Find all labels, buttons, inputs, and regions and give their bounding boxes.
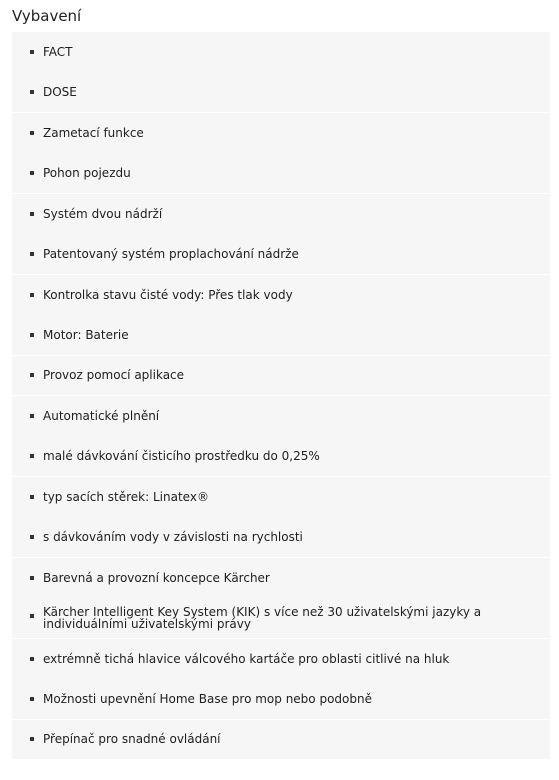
- bullet-icon: [30, 614, 34, 618]
- feature-item-switch: [12, 720, 550, 760]
- bullet-icon: [30, 333, 34, 337]
- bullet-icon: [30, 212, 34, 216]
- feature-item-auto-fill: [12, 396, 550, 436]
- feature-item-home-base: [12, 679, 550, 719]
- feature-item-sweeping: [12, 113, 550, 153]
- bullet-icon: [30, 131, 34, 135]
- feature-item-fact: [12, 32, 550, 72]
- bullet-icon: [30, 252, 34, 256]
- feature-item-app: [12, 356, 550, 396]
- feature-text: Barevná a provozní koncepce Kärcher: [43, 570, 270, 585]
- feature-item-speed-dosing: [12, 517, 550, 557]
- feature-text: Kontrolka stavu čisté vody: Přes tlak vody: [43, 287, 293, 302]
- feature-text: Možnosti upevnění Home Base pro mop nebo podobně: [43, 692, 372, 707]
- feature-text: Provoz pomocí aplikace: [43, 368, 185, 383]
- feature-item-color-concept: [12, 558, 550, 598]
- feature-item-dose: [12, 72, 550, 112]
- bullet-icon: [30, 737, 34, 741]
- feature-item-key-system: [12, 598, 550, 638]
- feature-text: Pohon pojezdu: [43, 166, 131, 181]
- bullet-icon: [30, 657, 34, 661]
- feature-item-water-indicator: [12, 275, 550, 315]
- bullet-icon: [30, 50, 34, 54]
- feature-text: Kärcher Intelligent Key System (KIK) s více než 30 uživatelskými jazyky a individuálními uživatelskými právy: [43, 605, 482, 632]
- section-title: Vybavení: [12, 7, 82, 25]
- feature-list: [12, 32, 550, 760]
- bullet-icon: [30, 535, 34, 539]
- bullet-icon: [30, 454, 34, 458]
- bullet-icon: [30, 697, 34, 701]
- bullet-icon: [30, 373, 34, 377]
- bullet-icon: [30, 414, 34, 418]
- feature-text: malé dávkování čisticího prostředku do 0,25%: [43, 449, 320, 464]
- feature-item-motor: [12, 315, 550, 355]
- feature-text: Systém dvou nádrží: [43, 206, 163, 221]
- feature-item-squeegee: [12, 477, 550, 517]
- feature-text: DOSE: [43, 85, 77, 100]
- feature-text: s dávkováním vody v závislosti na rychlosti: [43, 530, 303, 545]
- bullet-icon: [30, 495, 34, 499]
- feature-text: extrémně tichá hlavice válcového kartáče pro oblasti citlivé na hluk: [43, 651, 450, 666]
- bullet-icon: [30, 171, 34, 175]
- feature-item-quiet-brush: [12, 639, 550, 679]
- feature-text: Zametací funkce: [43, 125, 144, 140]
- bullet-icon: [30, 90, 34, 94]
- feature-item-tank-flush: [12, 234, 550, 274]
- feature-item-drive: [12, 153, 550, 193]
- feature-text: Přepínač pro snadné ovládání: [43, 732, 221, 747]
- feature-text: typ sacích stěrek: Linatex®: [43, 489, 209, 504]
- feature-text: FACT: [43, 44, 73, 59]
- feature-text: Motor: Baterie: [43, 328, 129, 342]
- feature-item-two-tank: [12, 194, 550, 234]
- feature-text: Patentovaný systém proplachování nádrže: [43, 247, 299, 262]
- bullet-icon: [30, 576, 34, 580]
- feature-item-dosing: [12, 436, 550, 476]
- feature-text: Automatické plnění: [43, 408, 160, 423]
- bullet-icon: [30, 293, 34, 297]
